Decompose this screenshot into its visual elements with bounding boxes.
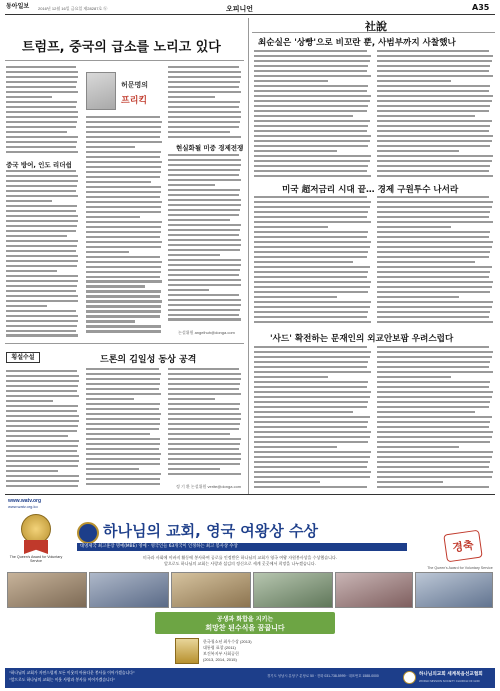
editorial-label-rule: [252, 32, 495, 33]
award-item-3: 보건복지부 사회공헌: [203, 651, 239, 656]
author-photo: [86, 72, 116, 110]
column-body-3a: [168, 66, 242, 142]
lower-column-label: 횡설수설: [6, 352, 40, 363]
masthead-section: 오피니언: [226, 5, 254, 13]
ad-stamp: 경축: [443, 530, 483, 563]
author-name: 프리킥: [121, 96, 148, 106]
editorial-headline-3: '사드' 확전하는 문재인의 외교안보팜 우려스럽다: [270, 334, 454, 344]
editorial-headline-2: 미국 超저금리 시대 끝… 경제 구원투수 나서라: [282, 185, 459, 195]
editorial-body-3b: [377, 346, 494, 492]
award-plaque-icon: [175, 638, 199, 664]
lower-column-body-3: [168, 368, 242, 482]
ad-block: [5, 496, 495, 688]
column-body-3b: [168, 154, 242, 326]
editorial-body-2a: [254, 196, 372, 328]
ad-photo-6: [415, 572, 493, 608]
ad-blurb-2: 앞으로도 하나님의 교회는 사랑과 섬김의 정신으로 세계 곳곳에서 희망을 나누겠습니다.: [164, 561, 316, 566]
ad-blurb-1: 미국과 사회에 이바지 활동에 봉사하여 공로를 인정받은 하나님의 교회가 영국 여왕 자원봉사상을 수상했습니다.: [142, 555, 338, 560]
left-mid-rule: [5, 343, 244, 344]
footer-quote-1: "하나님의 교회가 자연스럽게 모든 이웃의 아름다운 봉사를 이어가겠습니다": [9, 670, 135, 675]
column-body-1b: [6, 170, 79, 340]
editorial-body-2b: [377, 196, 494, 328]
award-ribbon-text: The Queen's Award for Voluntary Service: [9, 555, 63, 563]
award-item-1: 한국청소년 최우수상 (2013): [203, 639, 252, 644]
lower-column-body-1: [6, 370, 80, 490]
ad-green-banner: [155, 612, 335, 634]
award-ribbon: [7, 514, 65, 566]
ad-footer-bar: [5, 668, 495, 688]
award-item-2: 대통령 표창 (2011): [203, 645, 236, 650]
ad-photo-5: [335, 572, 413, 608]
editorial-body-1a: [254, 50, 372, 180]
ad-photo-2: [89, 572, 169, 608]
editorial-body-1b: [377, 50, 494, 180]
church-logo-icon: [77, 522, 99, 544]
lower-column-signature: 정 기 환 논설위원 verite@donga.com: [176, 484, 242, 489]
award-item-4: (2013, 2014, 2015): [203, 657, 237, 662]
masthead-rule: [5, 14, 495, 15]
ad-photo-3: [171, 572, 251, 608]
editorial-label: 社說: [365, 20, 387, 33]
column-signature: 논설위원 angelhuh@donga.com: [178, 330, 235, 335]
editorial-body-3a: [254, 346, 372, 492]
lower-column-body-2: [86, 368, 162, 490]
column-headline: 트럼프, 중국의 급소를 노리고 있다: [22, 40, 221, 55]
footer-church-sub: WORLD MISSION SOCIETY CHURCH OF GOD: [419, 679, 480, 683]
editorial-headline-1: 최순실은 '상빵'으로 비꼬란 뿐, 사범부까지 사찰했나: [258, 38, 456, 48]
column-body-2: [86, 116, 163, 340]
column-subhead-1: 중국 방어, 인도 리더쉽: [6, 161, 72, 169]
column-headline-rule: [5, 60, 244, 61]
ribbon-medal-icon: [21, 514, 51, 544]
ad-headline: 하나님의 교회, 영국 여왕상 수상: [103, 522, 318, 540]
masthead-meta: 2016년 12월 16일 금요일 제28287호 ⓑ: [38, 6, 108, 11]
footer-quote-2: "앞으로도 하나님의 교회는 이웃 사랑과 봉사를 이어가겠습니다": [9, 677, 116, 682]
column-body-1: [6, 66, 79, 156]
masthead-page: A35: [472, 3, 490, 12]
ad-awards: [175, 638, 325, 666]
footer-church-name: 하나님의교회 세계복음선교협회: [419, 672, 483, 677]
ad-photo-4: [253, 572, 333, 608]
ad-url-alt: www.watv.org.ko: [8, 504, 38, 509]
author-role: 허문명의: [121, 81, 149, 89]
column-divider: [248, 18, 249, 494]
column-subhead-2: 현실화될 미중 경제전쟁: [176, 144, 244, 152]
banner-title: 공생과 화합을 지키는: [216, 616, 274, 623]
ad-top-rule: [5, 494, 495, 495]
banner-subtitle: 희망찬 된수식을 꿈꿉니다: [205, 624, 285, 632]
ad-subline: 대영제국 최고훈장 명예(MBE) 영예 · 영국인들 63개국이 인정하는 최고 봉사상 수상: [77, 543, 407, 551]
ad-photo-strip: [7, 572, 493, 608]
footer-address: 경기도 성남시 분당구 분당로 50 · 전화 031-738-5999 · 대표번호 1588-0000: [267, 674, 379, 678]
ribbon-tail-icon: [24, 540, 48, 554]
masthead-paper: 동아일보: [6, 4, 30, 10]
ad-url: www.watv.org: [8, 498, 42, 504]
footer-church-logo-icon: [403, 671, 416, 684]
lower-column-headline: 드론의 김일성 동상 공격: [100, 355, 197, 365]
ad-stamp-caption: The Queen's Award for Voluntary Service: [427, 566, 493, 570]
ad-photo-1: [7, 572, 87, 608]
